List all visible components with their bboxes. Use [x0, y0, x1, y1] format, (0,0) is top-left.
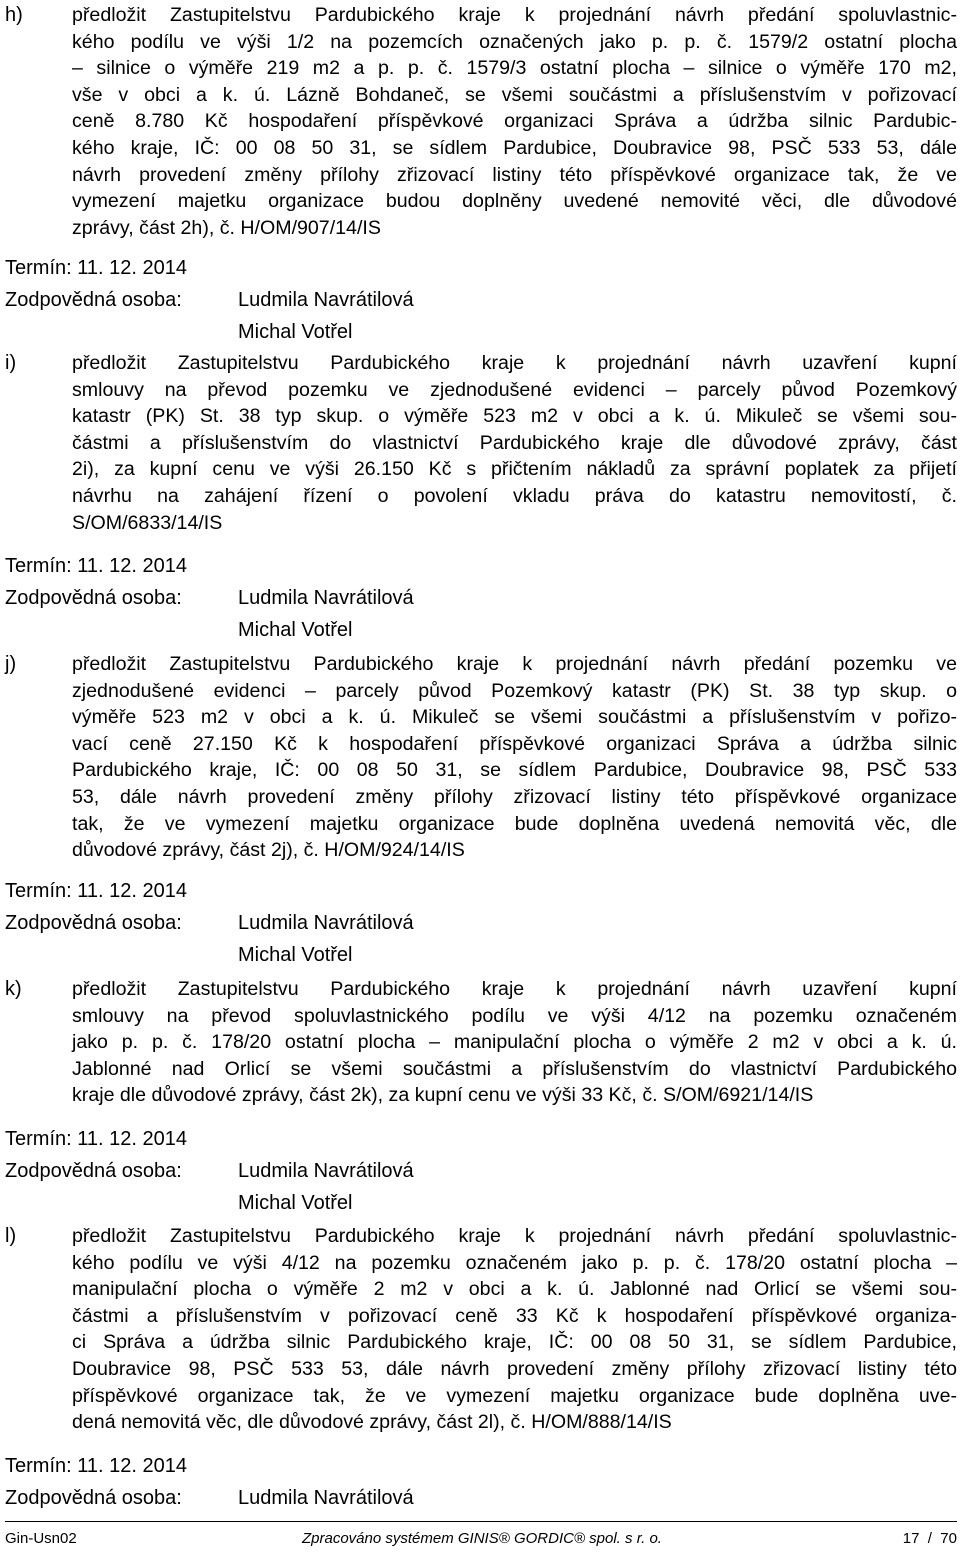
deadline: Termín: 11. 12. 2014 — [5, 1128, 187, 1150]
item-line: vše v obci a k. ú. Lázně Bohdaneč, se všemi součástmi a příslušenstvím v pořizovací — [72, 83, 957, 106]
item-text — [72, 350, 957, 536]
responsible-label: Zodpovědná osoba: — [5, 587, 182, 609]
responsible-person: Michal Votřel — [238, 619, 353, 641]
item-line: částmi a příslušenstvím do vlastnictví Pardubického kraje dle důvodové zprávy, část — [72, 431, 957, 454]
item-line: výměře 523 m2 v obci a k. ú. Mikuleč se všemi součástmi a příslušenstvím v pořizo- — [72, 706, 957, 729]
item-text — [72, 1223, 957, 1436]
item-line: předložit Zastupitelstvu Pardubického kraje k projednání návrh uzavření kupní — [72, 352, 957, 374]
item-line: dená nemovitá věc, dle důvodové zprávy, část 2l), č. H/OM/888/14/IS — [72, 1411, 672, 1434]
item-letter: k) — [5, 978, 22, 1000]
item-line: ci Správa a údržba silnic Pardubického kraje, IČ: 00 08 50 31, se sídlem Pardubice, — [72, 1331, 957, 1354]
item-text — [72, 651, 957, 864]
resolution-item-i — [5, 350, 957, 536]
item-line: kého podílu ve výši 1/2 na pozemcích označených jako p. p. č. 1579/2 ostatní plocha — [72, 30, 957, 53]
item-line: jako p. p. č. 178/20 ostatní plocha – manipulační plocha o výměře 2 m2 v obci a k. ú. — [72, 1031, 957, 1054]
resolution-item-h — [5, 2, 957, 241]
item-line: S/OM/6833/14/IS — [72, 511, 223, 534]
item-line: smlouvy na převod pozemku ve zjednodušené evidenci – parcely původ Pozemkový — [72, 378, 957, 401]
item-line: kého podílu ve výši 4/12 na pozemku označeném jako p. p. č. 178/20 ostatní plocha – — [72, 1251, 957, 1274]
item-line: vymezení majetku organizace budou doplněny uvedené nemovité věci, dle důvodové — [72, 190, 957, 213]
responsible-label: Zodpovědná osoba: — [5, 912, 182, 934]
item-line: předložit Zastupitelstvu Pardubického kraje k projednání návrh uzavření kupní — [72, 978, 957, 1000]
item-line: katastr (PK) St. 38 typ skup. o výměře 523 m2 v obci a k. ú. Mikuleč se všemi sou- — [72, 405, 957, 428]
responsible-person: Ludmila Navrátilová — [238, 1160, 414, 1182]
item-line: zprávy, část 2h), č. H/OM/907/14/IS — [72, 216, 381, 239]
item-letter: h) — [5, 4, 23, 26]
item-line: návrh provedení změny přílohy zřizovací listiny této příspěvkové organizace tak, že ve — [72, 163, 957, 186]
item-line: předložit Zastupitelstvu Pardubického kraje k projednání návrh předání spoluvlastnic- — [72, 1225, 957, 1247]
item-line: tak, že ve vymezení majetku organizace bude doplněna uvedená nemovitá věc, dle — [72, 812, 957, 835]
item-line: Doubravice 98, PSČ 533 53, dále návrh provedení změny přílohy zřizovací listiny této — [72, 1357, 957, 1380]
deadline: Termín: 11. 12. 2014 — [5, 257, 187, 279]
resolution-item-j — [5, 651, 957, 864]
responsible-person: Ludmila Navrátilová — [238, 587, 414, 609]
item-line: částmi a příslušenstvím v pořizovací ceně 33 Kč k hospodaření příspěvkové organiza- — [72, 1304, 957, 1327]
item-line: smlouvy na převod spoluvlastnického podílu ve výši 4/12 na pozemku označeném — [72, 1004, 957, 1027]
deadline: Termín: 11. 12. 2014 — [5, 880, 187, 902]
page-footer — [5, 1521, 957, 1552]
item-letter: i) — [5, 352, 17, 374]
responsible-person: Ludmila Navrátilová — [238, 912, 414, 934]
item-text — [72, 976, 957, 1109]
footer-doc-code: Gin-Usn02 — [5, 1530, 77, 1547]
item-line: kraje dle důvodové zprávy, část 2k), za kupní cenu ve výši 33 Kč, č. S/OM/6921/14/IS — [72, 1084, 814, 1107]
responsible-label: Zodpovědná osoba: — [5, 1487, 182, 1509]
responsible-label: Zodpovědná osoba: — [5, 1160, 182, 1182]
deadline: Termín: 11. 12. 2014 — [5, 555, 187, 577]
item-line: příspěvkové organizace tak, že ve vymezení majetku organizace bude doplněna uve- — [72, 1384, 957, 1407]
item-line: – silnice o výměře 219 m2 a p. p. č. 1579/3 ostatní plocha – silnice o výměře 170 m2, — [72, 57, 957, 80]
resolution-item-l — [5, 1223, 957, 1436]
resolution-item-k — [5, 976, 957, 1109]
responsible-person: Michal Votřel — [238, 1192, 353, 1214]
deadline: Termín: 11. 12. 2014 — [5, 1455, 187, 1477]
responsible-person: Ludmila Navrátilová — [238, 289, 414, 311]
item-line: kého kraje, IČ: 00 08 50 31, se sídlem Pardubice, Doubravice 98, PSČ 533 53, dále — [72, 136, 957, 159]
item-line: Jablonné nad Orlicí se všemi součástmi a příslušenstvím do vlastnictví Pardubického — [72, 1057, 957, 1080]
item-line: vací ceně 27.150 Kč k hospodaření příspěvkové organizaci Správa a údržba silnic — [72, 732, 957, 755]
item-line: předložit Zastupitelstvu Pardubického kraje k projednání návrh předání spoluvlastnic- — [72, 4, 957, 26]
item-text — [72, 2, 957, 241]
item-line: ceně 8.780 Kč hospodaření příspěvkové organizaci Správa a údržba silnic Pardubic- — [72, 110, 957, 133]
responsible-person: Ludmila Navrátilová — [238, 1487, 414, 1509]
item-line: 53, dále návrh provedení změny přílohy zřizovací listiny této příspěvkové organizace — [72, 785, 957, 808]
item-line: předložit Zastupitelstvu Pardubického kraje k projednání návrh předání pozemku ve — [72, 653, 957, 675]
responsible-person: Michal Votřel — [238, 321, 353, 343]
item-letter: l) — [5, 1225, 17, 1247]
footer-page-number: 17 / 70 — [902, 1530, 957, 1547]
item-line: návrhu na zahájení řízení o povolení vkladu práva do katastru nemovitostí, č. — [72, 484, 957, 507]
item-line: důvodové zprávy, část 2j), č. H/OM/924/14/IS — [72, 839, 465, 862]
item-letter: j) — [5, 653, 17, 675]
item-line: manipulační plocha o výměře 2 m2 v obci a k. ú. Jablonné nad Orlicí se všemi sou- — [72, 1278, 957, 1301]
item-line: Pardubického kraje, IČ: 00 08 50 31, se sídlem Pardubice, Doubravice 98, PSČ 533 — [72, 759, 957, 782]
responsible-person: Michal Votřel — [238, 944, 353, 966]
footer-generator: Zpracováno systémem GINIS® GORDIC® spol. s r. o. — [302, 1530, 662, 1547]
responsible-label: Zodpovědná osoba: — [5, 289, 182, 311]
item-line: zjednodušené evidenci – parcely původ Pozemkový katastr (PK) St. 38 typ skup. o — [72, 679, 957, 702]
item-line: 2i), za kupní cenu ve výši 26.150 Kč s přičtením nákladů za správní poplatek za přijetí — [72, 458, 957, 481]
